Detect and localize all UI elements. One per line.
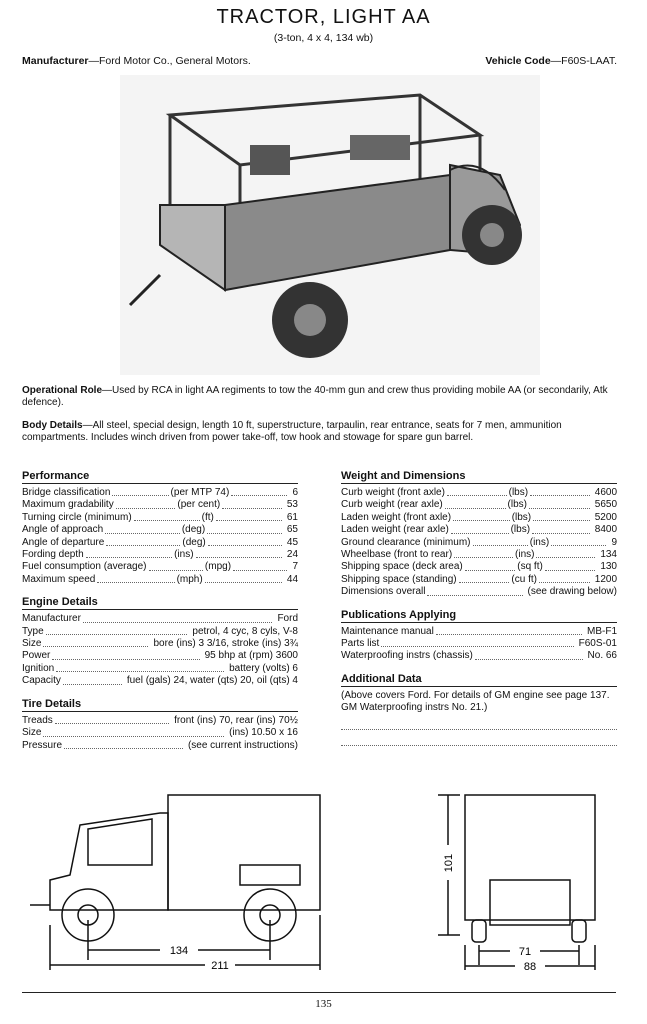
vehicle-code-line [485,55,617,67]
additional-heading: Additional Data [341,673,617,687]
track-label: 71 [518,946,532,958]
row-unit: (sq ft) [517,561,543,573]
row-value: bore (ins) 3 3/16, stroke (ins) 3¾ [153,638,298,650]
row-value: fuel (gals) 24, water (qts) 20, oil (qts) 4 [126,675,298,687]
additional-text: (Above covers Ford. For details of GM engine see page 137. GM Waterproofing instrs No. 21.) [341,689,610,713]
row-value: 134 [600,549,617,561]
left-column [22,470,298,752]
rear-view [438,795,595,970]
page-number: 135 [315,998,332,1010]
row-value: 5650 [594,499,618,511]
performance-heading: Performance [22,470,298,484]
row-key: Manufacturer [22,613,81,625]
weight-table [341,487,617,599]
row-key: Angle of departure [22,536,105,548]
row-value: 61 [286,511,298,523]
row-key: Maximum gradability [22,499,114,511]
width-label: 88 [523,961,537,973]
row-value: 6 [292,487,299,498]
table-row [22,613,298,625]
row-key: Maintenance manual [341,625,434,637]
table-row [341,524,617,536]
table-row [22,499,298,511]
table-row [22,740,298,752]
row-key: Wheelbase (front to rear) [341,549,453,561]
row-key: Ground clearance (minimum) [341,536,471,548]
operational-role [22,385,618,409]
row-key: Shipping space (standing) [341,573,457,585]
height-label: 101 [443,853,455,873]
row-key: Curb weight (front axle) [341,487,445,498]
row-key: Fuel consumption (average) [22,561,147,573]
row-value: 24 [286,549,299,561]
vehicle-photo [120,75,540,375]
row-key: Curb weight (rear axle) [341,499,443,511]
row-key: Dimensions overall [341,586,426,598]
row-key: Shipping space (deck area) [341,561,463,573]
row-value: (see current instructions) [187,739,298,751]
table-row [341,499,617,511]
row-unit: (deg) [181,524,206,536]
row-key: Parts list [341,638,380,650]
row-key: Angle of approach [22,524,104,536]
row-key: Laden weight (rear axle) [341,524,449,536]
row-value: 65 [286,524,298,536]
table-row [22,663,298,675]
row-unit: (lbs) [510,524,531,536]
publications-heading: Publications Applying [341,609,617,623]
row-value: (ins) 10.50 x 16 [229,727,298,739]
row-value: petrol, 4 cyc, 8 cyls, V-8 [192,625,298,637]
dotted-line [341,733,617,746]
publications-table [341,626,617,663]
row-value: 44 [286,573,299,585]
row-value: Ford [277,613,298,625]
table-row [22,638,298,650]
dotted-line [341,717,617,730]
table-row [22,561,298,573]
right-column [341,470,617,746]
row-value: 8400 [594,524,618,536]
row-value: 4600 [594,487,618,498]
engine-heading: Engine Details [22,596,298,610]
row-value: MB-F1 [587,625,617,637]
row-key: Power [22,650,51,662]
row-unit: (ft) [201,511,214,523]
table-row [22,675,298,687]
table-row [22,650,298,662]
tire-table [22,715,298,752]
row-value: 130 [600,561,617,573]
manufacturer-label: Manufacturer [22,55,89,67]
table-row [22,574,298,586]
table-row [341,638,617,650]
row-value: 45 [286,536,299,548]
manufacturer-line [22,55,251,67]
row-key: Ignition [22,662,55,674]
row-key: Fording depth [22,549,84,561]
row-unit: (ins) [174,549,194,561]
table-row [22,727,298,739]
table-row [341,574,617,586]
performance-table [22,487,298,586]
table-row [22,626,298,638]
row-key: Turning circle (minimum) [22,511,132,523]
row-value: F60S-01 [578,638,617,650]
dimension-drawing [20,785,630,980]
operational-role-text: —Used by RCA in light AA regiments to tow the 40-mm gun and crew thus providing mobile AA (or secondarily, Atk defence). [22,385,608,408]
row-unit: (per cent) [177,499,221,511]
row-value: 7 [292,561,299,573]
row-key: Type [22,625,44,637]
body-details [22,420,618,444]
row-key: Laden weight (front axle) [341,511,452,523]
vehicle-code-label: Vehicle Code [485,55,551,67]
table-row [341,537,617,549]
body-details-label: Body Details [22,420,83,431]
row-value: 9 [611,536,618,548]
row-value: 95 bhp at (rpm) 3600 [204,650,298,662]
row-unit: (lbs) [508,487,529,498]
footer-rule [22,992,616,993]
weight-heading: Weight and Dimensions [341,470,617,484]
row-key: Treads [22,714,53,726]
row-unit: (ins) [515,549,535,561]
row-key: Bridge classification [22,487,111,498]
table-row [341,487,617,499]
row-unit: (mpg) [204,561,232,573]
table-row [341,561,617,573]
row-unit: (per MTP 74) [170,487,230,498]
row-key: Waterproofing instrs (chassis) [341,650,473,662]
row-unit: (deg) [182,536,206,548]
side-view [30,795,320,970]
row-unit: (cu ft) [511,573,537,585]
row-value: No. 66 [587,650,617,662]
row-value: 53 [286,499,298,511]
row-unit: (lbs) [507,499,527,511]
table-row [341,549,617,561]
row-key: Pressure [22,739,63,751]
row-value: battery (volts) 6 [229,662,298,674]
table-row [341,586,617,598]
manufacturer-value: —Ford Motor Co., General Motors. [88,55,251,67]
table-row [22,537,298,549]
table-row [341,650,617,662]
table-row [22,524,298,536]
engine-table [22,613,298,687]
row-key: Capacity [22,675,61,687]
length-label: 211 [211,960,229,972]
tire-heading: Tire Details [22,698,298,712]
table-row [22,512,298,524]
row-unit: (mph) [176,573,203,585]
row-key: Maximum speed [22,573,96,585]
table-row [341,626,617,638]
vehicle-code-value: —F60S-LAAT. [550,55,617,67]
row-key: Size [22,638,42,650]
page-title: TRACTOR, LIGHT AA [216,6,431,28]
row-value: 1200 [594,573,618,585]
row-value: (see drawing below) [527,586,617,598]
row-value: front (ins) 70, rear (ins) 70½ [174,714,298,726]
table-row [22,715,298,727]
row-unit: (lbs) [511,511,532,523]
page-subtitle: (3-ton, 4 x 4, 134 wb) [273,32,374,44]
wheelbase-label: 134 [169,945,189,957]
table-row [341,512,617,524]
row-key: Size [22,727,42,739]
body-details-text: —All steel, special design, length 10 ft, superstructure, tarpaulin, rear entrance, seats for 7 men, ammunition compartments. Includes winch driven from power take-off, tow hook and stowage for spare gun barrel. [22,420,562,443]
row-unit: (ins) [529,536,550,548]
table-row [22,549,298,561]
operational-role-label: Operational Role [22,385,103,396]
table-row [22,487,298,499]
row-value: 5200 [594,511,617,523]
